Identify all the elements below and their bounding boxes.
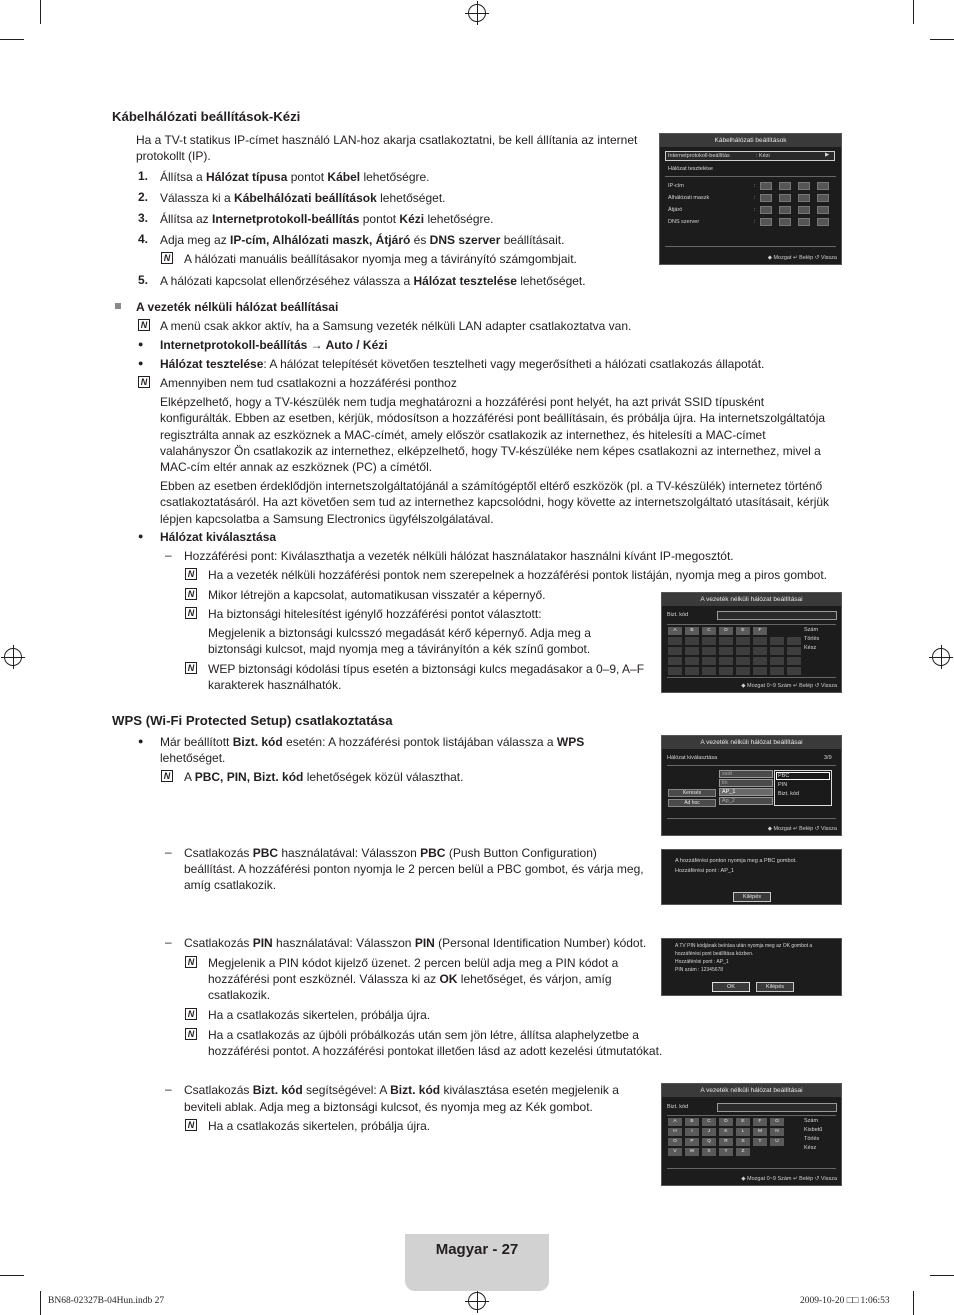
footer-timestamp: 2009-10-20 □□ 1:06:53: [800, 1296, 890, 1306]
pin-message-line-2: hozzáférési pont beállítása közben.: [675, 951, 754, 957]
ap-note-c-cont-1: Megjelenik a biztonsági kulcsszó megadását kérő képernyő. Adja meg a: [208, 626, 591, 640]
keyboard-option[interactable]: Kisbetű: [804, 1127, 823, 1133]
screen-button[interactable]: Ad hoc: [668, 799, 716, 807]
keyboard-key-blank[interactable]: [702, 657, 716, 665]
keyboard-key[interactable]: C: [702, 627, 716, 635]
wps-menu-item[interactable]: PBC: [778, 773, 790, 779]
security-key-screen: [661, 592, 842, 693]
note-icon: N: [185, 588, 197, 600]
key-line-2: beviteli ablak. Adja meg a biztonsági kulcsot, és nyomja meg az Kék gombot.: [184, 1100, 593, 1114]
colon: :: [754, 195, 756, 201]
note-icon: N: [138, 319, 150, 331]
wireless-bullet-3: Hálózat kiválasztása: [160, 530, 277, 544]
keyboard-key-blank[interactable]: [753, 667, 767, 675]
keyboard-key-blank[interactable]: [753, 657, 767, 665]
ip-octet-input[interactable]: [798, 182, 810, 190]
divider: [665, 246, 836, 247]
pin-message-screen: [661, 938, 842, 996]
wps-menu-item[interactable]: PIN: [778, 782, 788, 788]
screen-footer: ◆ Mozgat 0~9 Szám ↵ Belép ↺ Vissza: [741, 683, 837, 689]
note-icon: N: [161, 252, 173, 264]
keyboard-key-blank[interactable]: [719, 647, 733, 655]
keyboard-key-blank[interactable]: [787, 637, 801, 645]
keyboard-key[interactable]: L: [736, 1128, 750, 1136]
dash-marker: –: [165, 845, 172, 859]
crop-mark: [0, 1275, 24, 1276]
step-text: Adja meg az IP-cím, Alhálózati maszk, Átjáró és DNS szerver beállításait.: [160, 233, 565, 247]
keyboard-key[interactable]: Q: [702, 1138, 716, 1146]
step-number: 4.: [138, 232, 149, 246]
keyboard-key[interactable]: D: [719, 627, 733, 635]
pin-note-1-line-2: hozzáférési pont eszköznél. Válassza ki az OK lehetőséget, és várjon, amíg: [208, 972, 612, 986]
colon: :: [754, 183, 756, 189]
pbc-line-2: beállítást. A hozzáférési ponton nyomja le 2 percen belül a PBC gombot, és várja meg,: [184, 862, 644, 876]
ap-note-c-cont-2: biztonsági kulcsot, majd nyomja meg a távirányítón a kék színű gombot.: [208, 642, 591, 656]
section-heading-cable: Kábelhálózati beállítások-Kézi: [112, 109, 301, 124]
step-4-note: A hálózati manuális beállításakor nyomja meg a távirányító számgombjait.: [184, 252, 577, 266]
keyboard-option[interactable]: Szám: [804, 1118, 819, 1124]
access-point-label: Ap_2: [722, 798, 735, 804]
pin-note-2: Ha a csatlakozás sikertelen, próbálja újra.: [208, 1008, 431, 1022]
keyboard-key-blank[interactable]: [668, 667, 682, 675]
ip-field-label: Átjáró: [668, 207, 683, 213]
divider: [665, 176, 836, 177]
pin-note-3-line-2: hozzáférési pontot. A hozzáférési pontokat illetően lásd az adott kezelési útmutatókat.: [208, 1044, 663, 1058]
ip-field-label: Alhálózati maszk: [668, 195, 710, 201]
section-heading-wps: WPS (Wi-Fi Protected Setup) csatlakoztatása: [112, 713, 393, 728]
keyboard-key-blank[interactable]: [736, 637, 750, 645]
dash-marker: –: [165, 548, 172, 562]
keyboard-key-blank[interactable]: [770, 647, 784, 655]
note-icon: N: [185, 1028, 197, 1040]
step-text: A hálózati kapcsolat ellenőrzéséhez válassza a Hálózat tesztelése lehetőséget.: [160, 274, 586, 288]
paragraph-1-line: Elképzelhető, hogy a TV-készülék nem tudja meghatározni a hozzáférési pont helyét, ha azt privát SSID típusként: [160, 395, 765, 409]
keyboard-key[interactable]: E: [736, 627, 750, 635]
dash-marker: –: [165, 1082, 172, 1096]
keyboard-option[interactable]: Kész: [804, 645, 817, 651]
ap-note-d-2: karakterek használhatók.: [208, 678, 342, 692]
keyboard-key[interactable]: Z: [736, 1148, 750, 1156]
keyboard-key[interactable]: D: [719, 1118, 733, 1126]
keyboard-key-blank[interactable]: [702, 647, 716, 655]
pin-line-1: Csatlakozás PIN használatával: Válasszon PIN (Personal Identification Number) kódot.: [184, 936, 647, 950]
key-note-1: Ha a csatlakozás sikertelen, próbálja újra.: [208, 1119, 431, 1133]
access-point-label: lin: [722, 780, 728, 786]
ip-octet-input[interactable]: [760, 218, 772, 226]
ap-note-a: Ha a vezeték nélküli hozzáférési pontok nem szerepelnek a hozzáférési pontok listáján, nyomja meg a piros gombot.: [208, 568, 828, 582]
screen-button[interactable]: Keresés: [668, 789, 716, 797]
paragraph-1-line: valahányszor Ön csatlakozik az internethez, elképzelhető, hogy TV-készüléke nem képes csatlakozni az internethez, mivel a: [160, 443, 821, 458]
divider: [667, 818, 836, 819]
keyboard-key-blank[interactable]: [685, 637, 699, 645]
keyboard-key-blank[interactable]: [719, 667, 733, 675]
crop-mark: [40, 1291, 41, 1315]
pbc-message-line-1: A hozzáférési ponton nyomja meg a PBC gombot.: [675, 858, 797, 864]
ip-octet-input[interactable]: [760, 194, 772, 202]
keyboard-key-blank[interactable]: [668, 637, 682, 645]
keyboard-key[interactable]: I: [685, 1128, 699, 1136]
ip-octet-input[interactable]: [779, 182, 791, 190]
keyboard-key-blank[interactable]: [668, 647, 682, 655]
ap-note-b: Mikor létrejön a kapcsolat, automatikusan visszatér a képernyő.: [208, 588, 546, 602]
key-label: Bizt. kód: [667, 1104, 689, 1110]
divider: [667, 677, 836, 678]
keyboard-option[interactable]: Törlés: [804, 636, 820, 642]
pin-message-line-3: Hozzáférési pont : AP_1: [675, 959, 729, 965]
crop-mark: [913, 0, 914, 24]
pbc-line-3: amíg csatlakozik.: [184, 878, 277, 892]
keyboard-key[interactable]: W: [685, 1148, 699, 1156]
wireless-heading: A vezeték nélküli hálózat beállításai: [136, 300, 339, 314]
pbc-message-line-2: Hozzáférési pont : AP_1: [675, 868, 735, 874]
keyboard-key[interactable]: T: [753, 1138, 767, 1146]
keyboard-key-blank[interactable]: [668, 657, 682, 665]
key-input[interactable]: [717, 611, 837, 620]
keyboard-key[interactable]: H: [668, 1128, 682, 1136]
keyboard-key[interactable]: Y: [719, 1148, 733, 1156]
note-icon: N: [185, 1119, 197, 1131]
keyboard-key-blank[interactable]: [770, 667, 784, 675]
ip-octet-input[interactable]: [798, 206, 810, 214]
registration-mark-icon: [932, 648, 950, 666]
bullet-icon: ●: [138, 736, 144, 746]
keyboard-key[interactable]: M: [753, 1128, 767, 1136]
screen-footer: ◆ Mozgat ↵ Belép ↺ Vissza: [767, 826, 837, 832]
keyboard-key[interactable]: R: [719, 1138, 733, 1146]
keyboard-key[interactable]: P: [685, 1138, 699, 1146]
step-number: 5.: [138, 273, 149, 287]
ap-note-c: Ha biztonsági hitelesítést igénylő hozzáférési pontot választott:: [208, 607, 542, 621]
keyboard-option[interactable]: Szám: [804, 627, 819, 633]
ip-octet-input[interactable]: [779, 206, 791, 214]
note-icon: N: [185, 956, 197, 968]
page-indicator: 3/9: [824, 755, 832, 761]
keyboard-key-blank[interactable]: [753, 637, 767, 645]
access-point-label: AP_1: [722, 789, 736, 795]
step-text: Állítsa a Hálózat típusa pontot Kábel lehetőségre.: [160, 170, 430, 184]
keyboard-key[interactable]: C: [702, 1118, 716, 1126]
screen-title: A vezeték nélküli hálózat beállításai: [662, 736, 841, 749]
access-point-text: Hozzáférési pont: Kiválaszthatja a vezeték nélküli hálózat használatakor használni kívánt IP-megosztót.: [184, 549, 734, 563]
keyboard-option[interactable]: Törlés: [804, 1136, 820, 1142]
ok-button[interactable]: OK: [712, 982, 750, 992]
ap-note-d-1: WEP biztonsági kódolási típus esetén a biztonsági kulcs megadásakor a 0–9, A–F: [208, 662, 645, 676]
step-number: 3.: [138, 211, 149, 225]
keyboard-key[interactable]: F: [753, 627, 767, 635]
pin-message-line-1: A TV PIN kódjának beírása után nyomja meg az OK gombot a: [675, 943, 813, 949]
step-number: 2.: [138, 190, 149, 204]
wireless-bullet-2: Hálózat tesztelése: A hálózat telepítését követően tesztelheti vagy megerősítheti a hálózati csatlakozás állapotát.: [160, 357, 765, 371]
ip-field-label: IP-cím: [668, 183, 684, 189]
keyboard-key-blank[interactable]: [736, 657, 750, 665]
keyboard-key-blank[interactable]: [685, 667, 699, 675]
exit-button[interactable]: Kilépés: [733, 892, 771, 902]
ip-octet-input[interactable]: [779, 194, 791, 202]
square-bullet-icon: [115, 303, 121, 309]
step-text: Állítsa az Internetprotokoll-beállítás pontot Kézi lehetőségre.: [160, 212, 494, 226]
network-selection-screen: [661, 735, 842, 836]
keyboard-key[interactable]: V: [668, 1148, 682, 1156]
paragraph-1-line: konfigurálták. Ebben az esetben, kérjük, módosítson a hozzáférési pont beállításain, és próbálja újra. Ha internetszolgáltatója: [160, 411, 826, 426]
bullet-icon: ●: [138, 531, 144, 541]
intro-line-2: protokollt (IP).: [136, 149, 211, 163]
divider: [667, 624, 836, 625]
crop-mark: [40, 0, 41, 24]
crop-mark: [930, 39, 954, 40]
crop-mark: [913, 1291, 914, 1315]
screen-title: A vezeték nélküli hálózat beállításai: [662, 593, 841, 606]
ip-octet-input[interactable]: [760, 206, 772, 214]
colon: :: [754, 219, 756, 225]
keyboard-key-blank[interactable]: [719, 657, 733, 665]
divider: [667, 1168, 836, 1169]
keyboard-key[interactable]: S: [736, 1138, 750, 1146]
keyboard-key[interactable]: A: [668, 627, 682, 635]
ip-octet-input[interactable]: [817, 182, 829, 190]
pin-note-1-line-1: Megjelenik a PIN kódot kijelző üzenet. 2 percen belül adja meg a PIN kódot a: [208, 956, 619, 970]
keyboard-key-blank[interactable]: [685, 647, 699, 655]
crop-mark: [930, 1275, 954, 1276]
keyboard-key-blank[interactable]: [702, 667, 716, 675]
pbc-line-1: Csatlakozás PBC használatával: Válasszon PBC (Push Button Configuration): [184, 846, 597, 860]
keyboard-key[interactable]: O: [668, 1138, 682, 1146]
security-key-keyboard-screen: [661, 1083, 842, 1186]
footer-file-info: BN68-02327B-04Hun.indb 27: [48, 1296, 165, 1306]
exit-button[interactable]: Kilépés: [756, 982, 794, 992]
key-line-1: Csatlakozás Bizt. kód segítségével: A Bizt. kód kiválasztása esetén megjelenik a: [184, 1083, 619, 1097]
screen-footer: ◆ Mozgat 0~9 Szám ↵ Belép ↺ Vissza: [741, 1176, 837, 1182]
note-icon: N: [185, 568, 197, 580]
ip-field-label: DNS szerver: [668, 219, 700, 225]
pin-message-line-4: PIN szám : 12345678: [675, 967, 724, 973]
keyboard-key[interactable]: J: [702, 1128, 716, 1136]
keyboard-key-blank[interactable]: [702, 637, 716, 645]
ip-octet-input[interactable]: [798, 194, 810, 202]
wireless-bullet-1: Internetprotokoll-beállítás → Auto / Kézi: [160, 338, 388, 352]
keyboard-key[interactable]: X: [702, 1148, 716, 1156]
keyboard-key-blank[interactable]: [736, 667, 750, 675]
ip-octet-input[interactable]: [817, 206, 829, 214]
keyboard-key[interactable]: U: [770, 1138, 784, 1146]
wps-bullet-1-line-2: lehetőséget.: [160, 751, 226, 765]
colon: :: [754, 207, 756, 213]
keyboard-key-blank[interactable]: [685, 657, 699, 665]
registration-mark-icon: [4, 648, 22, 666]
ip-octet-input[interactable]: [779, 218, 791, 226]
screen-title: Kábelhálózati beállítások: [660, 134, 841, 147]
keyboard-key[interactable]: E: [736, 1118, 750, 1126]
pbc-message-screen: [661, 849, 842, 905]
paragraph-1-line: MAC-cím eltér annak az eszköznek (PC) a címétől.: [160, 460, 433, 475]
registration-mark-icon: [468, 1292, 486, 1310]
keyboard-key[interactable]: B: [685, 627, 699, 635]
bullet-icon: ●: [138, 339, 144, 349]
keyboard-key[interactable]: A: [668, 1118, 682, 1126]
wps-note-1: A PBC, PIN, Bizt. kód lehetőségek közül választhat.: [184, 770, 464, 784]
pin-note-3-line-1: Ha a csatlakozás az újbóli próbálkozás után sem jön létre, állítsa alaphelyzetbe a: [208, 1028, 639, 1042]
keyboard-key[interactable]: F: [753, 1118, 767, 1126]
ip-octet-input[interactable]: [798, 218, 810, 226]
screen-footer: ◆ Mozgat ↵ Belép ↺ Vissza: [767, 255, 837, 261]
paragraph-2-line: Ebben az esetben érdeklődjön internetszolgáltatójánál a számítógéptől eltérő eszközök (pl. a TV-készülék) internetez történő: [160, 479, 823, 493]
keyboard-key-blank[interactable]: [719, 637, 733, 645]
cable-settings-screen: [659, 133, 842, 265]
note-icon: N: [185, 662, 197, 674]
dash-marker: –: [165, 935, 172, 949]
note-icon: N: [161, 770, 173, 782]
ip-octet-input[interactable]: [817, 218, 829, 226]
wps-menu-item[interactable]: Bizt. kód: [778, 791, 800, 797]
access-point-label: ssid: [722, 771, 732, 777]
network-test-label: Hálózat tesztelése: [668, 166, 713, 172]
keyboard-key[interactable]: B: [685, 1118, 699, 1126]
keyboard-key-blank[interactable]: [736, 647, 750, 655]
note-icon: N: [138, 376, 150, 388]
key-input[interactable]: [717, 1103, 837, 1112]
page-number: Magyar - 27: [435, 1241, 519, 1258]
note-icon: N: [185, 1008, 197, 1020]
keyboard-key-blank[interactable]: [787, 647, 801, 655]
keyboard-key[interactable]: G: [770, 1118, 784, 1126]
paragraph-2-line: csatlakoztatásáról. Ha azt követően sem tud az internethez kapcsolódni, hogy követte az internetszolgáltató utasításait, kérjük: [160, 495, 830, 510]
divider: [667, 1115, 836, 1116]
paragraph-2-line: lépjen kapcsolatba a Samsung Electronics ügyfélszolgálatával.: [160, 511, 494, 526]
divider: [667, 765, 836, 766]
step-text: Válassza ki a Kábelhálózati beállítások lehetőséget.: [160, 191, 446, 205]
screen-title: A vezeték nélküli hálózat beállításai: [662, 1084, 841, 1097]
keyboard-key-blank[interactable]: [787, 657, 801, 665]
keyboard-key[interactable]: K: [719, 1128, 733, 1136]
ip-octet-input[interactable]: [760, 182, 772, 190]
protocol-value: : Kézi: [756, 153, 770, 159]
bullet-icon: ●: [138, 358, 144, 368]
wps-bullet-1: Már beállított Bizt. kód esetén: A hozzáférési pontok listájában válassza a WPS: [160, 735, 585, 749]
ip-octet-input[interactable]: [817, 194, 829, 202]
paragraph-1-line: regisztrálta annak az eszköznek a MAC-címét, amely először csatlakozik az internethez, és hitelesíti a MAC-címet: [160, 427, 766, 442]
keyboard-key-blank[interactable]: [770, 637, 784, 645]
protocol-label: Internetprotokoll-beállítás: [668, 153, 730, 159]
keyboard-option[interactable]: Kész: [804, 1145, 817, 1151]
wireless-note-1: A menü csak akkor aktív, ha a Samsung vezeték nélküli LAN adapter csatlakoztatva van.: [160, 319, 632, 333]
pin-note-1-line-3: csatlakozik.: [208, 988, 271, 1002]
keyboard-key-blank[interactable]: [787, 667, 801, 675]
keyboard-key-blank[interactable]: [753, 647, 767, 655]
crop-mark: [0, 39, 24, 40]
intro-line-1: Ha a TV-t statikus IP-címet használó LAN-hoz akarja csatlakoztatni, be kell állítania az internet: [136, 133, 638, 147]
note-icon: N: [185, 607, 197, 619]
step-number: 1.: [138, 169, 149, 183]
network-selection-label: Hálózat kiválasztása: [667, 755, 718, 761]
keyboard-key[interactable]: N: [770, 1128, 784, 1136]
wireless-note-2: Amennyiben nem tud csatlakozni a hozzáférési ponthoz: [160, 376, 457, 390]
arrow-right-icon: ▶: [825, 152, 830, 158]
keyboard-key-blank[interactable]: [770, 657, 784, 665]
key-label: Bizt. kód: [667, 612, 689, 618]
registration-mark-icon: [468, 4, 486, 22]
